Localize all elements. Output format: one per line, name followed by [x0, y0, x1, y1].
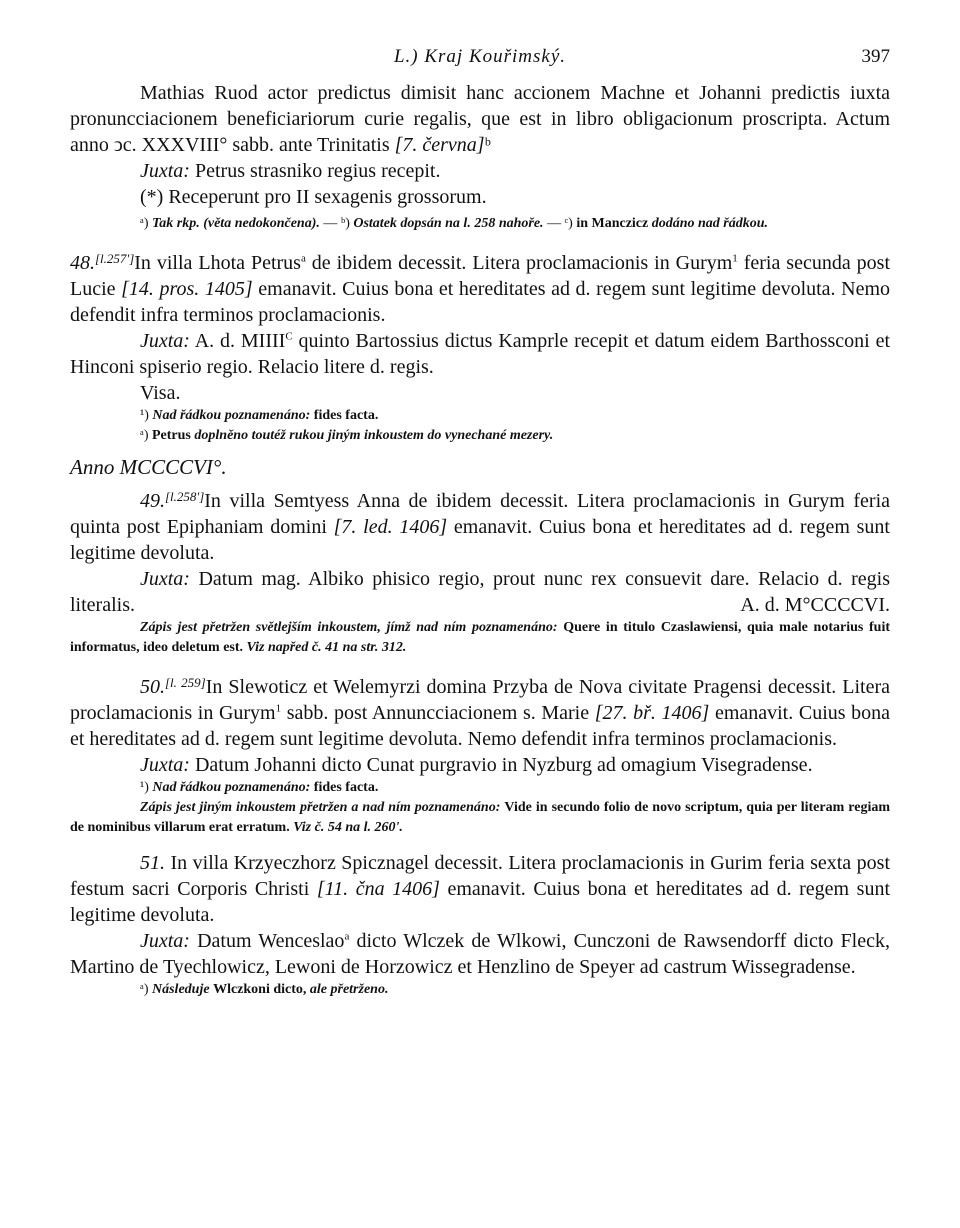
entry-number: 48.: [70, 252, 95, 274]
entry-number: 51.: [140, 852, 165, 874]
juxta-line: Juxta: Datum Johanni dicto Cunat purgravio in Nyzburg ad omagium Visegradense.: [140, 754, 813, 776]
entry-51: 51. In villa Krzyeczhorz Spicznagel decessit. Litera proclamacionis in Gurim feria sexta post festum sacri Corporis Christi [11. čna 1406] emanavit. Cuius bona et hereditates ad d. regem sunt legitime devoluta.: [70, 852, 891, 926]
date-bracket: [14. pros. 1405]: [121, 278, 253, 300]
juxta-line: Juxta: Petrus strasniko regius recepit.: [140, 160, 441, 182]
juxta-line: Juxta: A. d. $MIIII^C$ quinto Bartossius dictus Kamprle recepit et datum eidem Barthossconi et Hinconi spiserio regio. Relacio litere d. regis.: [70, 330, 891, 378]
entry-49: 49.[l.258']In villa Semtyess Anna de ibidem decessit. Litera proclamacionis in Gurym feria quinta post Epiphaniam domini [7. led. 1406] emanavit. Cuius bona et hereditates ad d. regem sunt legitime devoluta.: [70, 489, 890, 564]
date-bracket: [11. čna 1406]: [316, 878, 440, 900]
footnote-a: ᵃ) Petrus doplněno toutéž rukou jiným inkoustem do vynechané mezery.: [140, 428, 554, 443]
year-heading: Anno MCCCCVI°.: [70, 455, 227, 479]
date-bracket: [27. bř. 1406]: [594, 702, 710, 724]
running-title: L.) Kraj Kouřimský.: [393, 46, 567, 67]
visa-line: Visa.: [140, 382, 181, 404]
footnote-1: ¹) Nad řádkou poznamenáno: fides facta.: [140, 408, 379, 423]
juxta-label: Juxta:: [140, 330, 190, 352]
juxta-label: Juxta:: [140, 930, 190, 952]
footnote-1: ¹) Nad řádkou poznamenáno: fides facta.: [140, 780, 379, 795]
page-number: 397: [861, 46, 890, 67]
paragraph-mathias: Mathias Ruod actor predictus dimisit hanc accionem Machne et Johanni predictis iuxta pronuncciacionem beneficiariorum curie regalis, que est in libro obligacionum proscripta. Actum anno ͻc. XXXVIII° sabb. ante Trinitatis [7. června]ᵇ: [70, 82, 890, 156]
footnote-abc: ᵃ) Tak rkp. (věta nedokončena). — ᵇ) Ostatek dopsán na l. 258 nahoře. — ᶜ) in Manczicz dodáno nad řádkou.: [140, 216, 769, 231]
folio-ref: [l.257']: [95, 251, 135, 266]
footnote-a: ᵃ) Následuje Wlczkoni dicto, ale přetrženo.: [140, 982, 389, 997]
juxta-line: Juxta: Datum Wenceslao$^a$ dicto Wlczek de Wlkowi, Cunczoni de Rawsendorff dicto Fleck, Martino de Tyechlowicz, Lewoni de Horzowicz et Henzlino de Speyer ad castrum Wissegradense.: [70, 930, 890, 978]
folio-ref: [l.258']: [165, 489, 205, 504]
footnote-deleted: Zápis jest přetržen světlejším inkoustem, jímž nad ním poznamenáno: Quere in titulo Czaslawiensi, quia male notarius fuit informatus, ideo deletum est. Viz napřed č. 41 na str. 312.: [70, 620, 890, 655]
juxta-line: Juxta: Datum mag. Albiko phisico regio, prout nunc rex consuevit dare. Relacio d. regis literalis. A. d. M°CCCCVI.: [70, 568, 890, 616]
date-bracket: [7. led. 1406]: [333, 516, 448, 538]
entry-number: 50.: [140, 676, 165, 698]
juxta-label: Juxta:: [140, 568, 190, 590]
entry-48: 48.[l.257']In villa Lhota Petrus$^a$ de ibidem decessit. Litera proclamacionis in Gurym$^1$ feria secunda post Lucie [14. pros. 1405] emanavit. Cuius bona et hereditates ad d. regem sunt legitime devoluta. Nemo defendit infra terminos proclamacionis.: [70, 251, 891, 326]
juxta-label: Juxta:: [140, 754, 190, 776]
date-bracket: [7. června]: [394, 134, 485, 156]
juxta-label: Juxta:: [140, 160, 190, 182]
footnote-rewrite: Zápis jest jiným inkoustem přetržen a nad ním poznamenáno: Vide in secundo folio de novo scriptum, quia per literam regiam de nominibus villarum erat erratum. Viz č. 54 na l. 260'.: [70, 800, 890, 835]
entry-number: 49.: [140, 490, 165, 512]
receperunt-line: (*) Receperunt pro II sexagenis grossorum.: [140, 186, 487, 208]
folio-ref: [l. 259]: [165, 675, 206, 690]
page-header: [70, 44, 890, 80]
entry-50: 50.[l. 259]In Slewoticz et Welemyrzi domina Przyba de Nova civitate Pragensi decessit. Litera proclamacionis in Gurym$^1$ sabb. post Annuncciacionem s. Marie [27. bř. 1406] emanavit. Cuius bona et hereditates ad d. regem sunt legitime devoluta. Nemo defendit infra terminos proclamacionis.: [70, 675, 891, 750]
